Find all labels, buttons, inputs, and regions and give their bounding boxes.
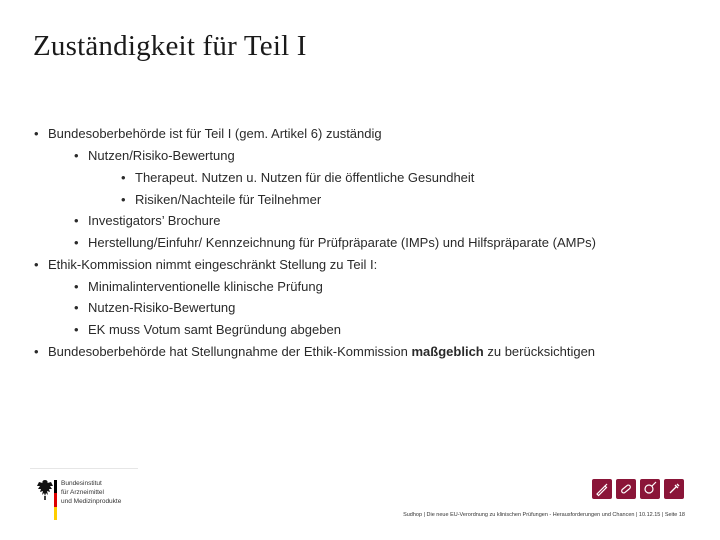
bullet-item: • Investigators’ Brochure <box>74 213 221 228</box>
logo-text <box>61 479 121 506</box>
german-flag-stripe <box>54 480 57 520</box>
bullet-text: Investigators’ Brochure <box>88 213 221 228</box>
syringe-icon <box>640 479 660 499</box>
bullet-text: Nutzen-Risiko-Bewertung <box>88 300 236 315</box>
bullet-item: • Bundesoberbehörde hat Stellungnahme der Ethik-Kommission maßgeblich zu berücksichtigen <box>34 344 596 359</box>
pen-icon <box>592 479 612 499</box>
bullet-item: • Therapeut. Nutzen u. Nutzen für die öffentliche Gesundheit <box>121 170 475 185</box>
bullet-item: • Minimalinterventionelle klinische Prüfung <box>74 279 323 294</box>
bullet-text: Risiken/Nachteile für Teilnehmer <box>135 192 322 207</box>
bullet-item: • Ethik-Kommission nimmt eingeschränkt Stellung zu Teil I: <box>34 257 378 272</box>
logo-line: und Medizinprodukte <box>61 498 122 505</box>
bullet-text: Nutzen/Risiko-Bewertung <box>88 148 235 163</box>
institute-logo <box>36 478 136 522</box>
bullet-text: zu berücksichtigen <box>483 344 596 359</box>
bullet-item: • Risiken/Nachteile für Teilnehmer <box>121 192 322 207</box>
bullet-emphasis: maßgeblich <box>411 344 484 359</box>
bullet-text: Therapeut. Nutzen u. Nutzen für die öffentliche Gesundheit <box>135 170 475 185</box>
bullet-text: Minimalinterventionelle klinische Prüfung <box>88 279 323 294</box>
bullet-item: • Bundesoberbehörde ist für Teil I (gem. Artikel 6) zuständig <box>34 126 382 141</box>
slide-title: Zuständigkeit für Teil I <box>33 30 307 62</box>
bullet-text: Ethik-Kommission nimmt eingeschränkt Stellung zu Teil I: <box>48 257 378 272</box>
bullet-text: Herstellung/Einfuhr/ Kennzeichnung für Prüfpräparate (IMPs) und Hilfspräparate (AMPs) <box>88 235 596 250</box>
bullet-item: • Herstellung/Einfuhr/ Kennzeichnung für Prüfpräparate (IMPs) und Hilfspräparate (AMPs) <box>74 235 596 250</box>
bullet-text: Bundesoberbehörde ist für Teil I (gem. Artikel 6) zuständig <box>48 126 382 141</box>
footer-divider <box>30 468 138 469</box>
bullet-text: Bundesoberbehörde hat Stellungnahme der Ethik-Kommission <box>48 344 412 359</box>
logo-line: Bundesinstitut <box>61 480 102 487</box>
bullet-item: • EK muss Votum samt Begründung abgeben <box>74 322 341 337</box>
federal-eagle-icon <box>36 478 54 502</box>
logo-line: für Arzneimittel <box>61 489 104 496</box>
pipette-icon <box>664 479 684 499</box>
pill-icon <box>616 479 636 499</box>
footer-caption: Sudhop | Die neue EU-Verordnung zu klinischen Prüfungen - Herausforderungen und Chancen | 10.12.15 | Seite 18 <box>403 512 685 518</box>
bullet-item: • Nutzen/Risiko-Bewertung <box>74 148 235 163</box>
bullet-text: EK muss Votum samt Begründung abgeben <box>88 322 341 337</box>
bullet-item: • Nutzen-Risiko-Bewertung <box>74 300 236 315</box>
